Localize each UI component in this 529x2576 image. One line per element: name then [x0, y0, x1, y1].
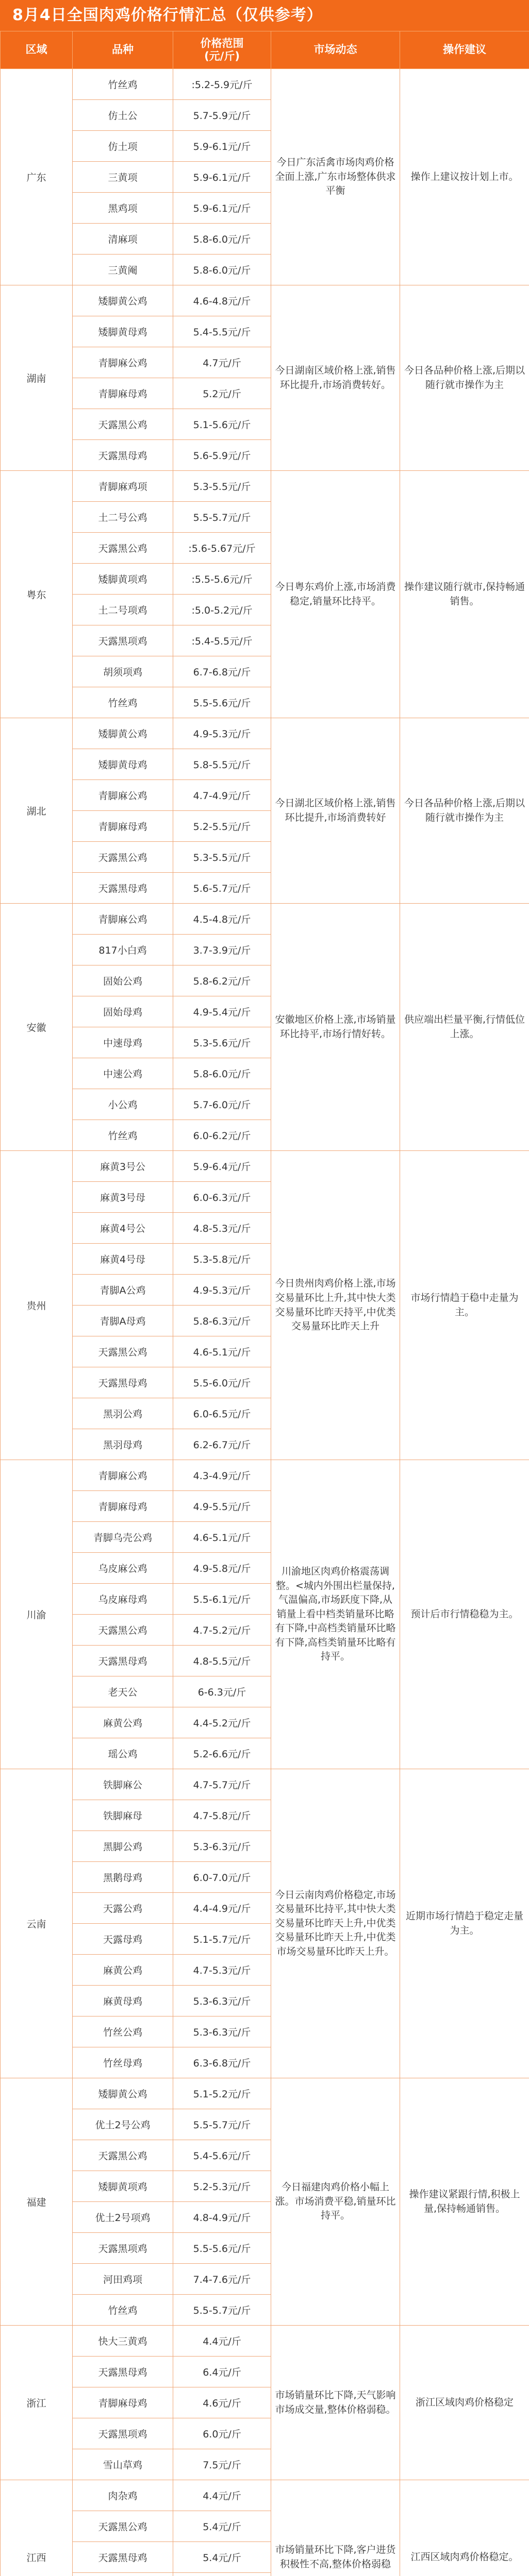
price-cell: 4.4元/斤 [173, 2480, 271, 2511]
breed-cell: 麻黄公鸡 [73, 1955, 173, 1986]
price-table [0, 31, 529, 2576]
price-cell: 4.3-4.9元/斤 [173, 1460, 271, 1491]
advice-cell: 今日各品种价格上涨,后期以随行就市操作为主 [400, 718, 529, 904]
price-cell: :5.0-5.2元/斤 [173, 595, 271, 625]
breed-cell: 天露黑项鸡 [73, 2418, 173, 2449]
breed-cell: 仿土项 [73, 131, 173, 162]
breed-cell: 仿土公 [73, 100, 173, 131]
breed-cell: 乌皮麻公鸡 [73, 1553, 173, 1584]
price-cell: 4.7-5.8元/斤 [173, 1800, 271, 1831]
price-cell: 5.5-5.7元/斤 [173, 2109, 271, 2140]
region-cell: 贵州 [1, 1151, 73, 1460]
breed-cell: 竹丝鸡 [73, 687, 173, 718]
price-cell: 4.7-4.9元/斤 [173, 780, 271, 811]
breed-cell: 黑鸡项 [73, 193, 173, 224]
price-cell: 7.4-7.6元/斤 [173, 2264, 271, 2295]
breed-cell: 黑羽公鸡 [73, 1398, 173, 1429]
advice-cell: 供应端出栏量平衡,行情低位上涨。 [400, 904, 529, 1151]
advice-cell: 预计后市行情稳稳为主。 [400, 1460, 529, 1769]
breed-cell: 瑶公鸡 [73, 1738, 173, 1769]
breed-cell: 天露黑公鸡 [73, 842, 173, 873]
breed-cell: 土二号项鸡 [73, 595, 173, 625]
market-dynamics-cell: 市场销量环比下降,客户进货积极性不高,整体价格弱稳 [271, 2480, 400, 2576]
table-row [1, 2078, 529, 2109]
price-cell: 6.0-6.2元/斤 [173, 1120, 271, 1151]
table-row [1, 285, 529, 316]
breed-cell: 天露黑项鸡 [73, 625, 173, 656]
breed-cell: 青脚麻母鸡 [73, 378, 173, 409]
table-row [1, 2480, 529, 2511]
advice-cell: 浙江区域肉鸡价格稳定 [400, 2326, 529, 2480]
breed-cell: 老天公 [73, 1676, 173, 1707]
price-cell: 4.7元/斤 [173, 347, 271, 378]
header-dynamics: 市场动态 [271, 31, 400, 69]
table-row [1, 69, 529, 100]
price-cell: 4.6元/斤 [173, 2387, 271, 2418]
price-cell: 5.5-5.6元/斤 [173, 687, 271, 718]
price-cell: :5.5-5.6元/斤 [173, 564, 271, 595]
price-cell: 5.5-5.6元/斤 [173, 2233, 271, 2264]
breed-cell: 矮脚黄公鸡 [73, 718, 173, 749]
header-price-label: 价格范围 (元/斤) [200, 37, 244, 62]
price-cell: 5.5-5.7元/斤 [173, 502, 271, 533]
breed-cell: 青脚麻母鸡 [73, 1491, 173, 1522]
price-cell: 4.6-5.1元/斤 [173, 1336, 271, 1367]
breed-cell: 固始母鸡 [73, 996, 173, 1027]
price-cell: 5.4-5.6元/斤 [173, 2140, 271, 2171]
breed-cell: 快大三黄鸡 [73, 2326, 173, 2357]
table-row [1, 718, 529, 749]
price-cell: 4.8-5.5元/斤 [173, 1646, 271, 1676]
market-dynamics-cell: 今日广东活禽市场肉鸡价格全面上涨,广东市场整体供求平衡 [271, 69, 400, 285]
region-cell: 粤东 [1, 471, 73, 718]
price-cell: 5.8-6.0元/斤 [173, 255, 271, 285]
header-region: 区域 [1, 31, 73, 69]
breed-cell: 天露黑项鸡 [73, 2233, 173, 2264]
price-cell: 6.0-6.5元/斤 [173, 1398, 271, 1429]
advice-cell: 操作建议紧跟行情,积极上量,保持畅通销售。 [400, 2078, 529, 2326]
breed-cell: 优土2号项鸡 [73, 2202, 173, 2233]
price-cell: 4.8-4.9元/斤 [173, 2202, 271, 2233]
price-cell: 5.2-6.6元/斤 [173, 1738, 271, 1769]
region-cell: 广东 [1, 69, 73, 285]
price-cell: 4.4-5.2元/斤 [173, 1707, 271, 1738]
price-cell: 4.4-4.9元/斤 [173, 1893, 271, 1924]
breed-cell: 天露黑公鸡 [73, 2140, 173, 2171]
price-cell: 5.4元/斤 [173, 2542, 271, 2573]
region-cell: 湖南 [1, 285, 73, 471]
price-cell: :5.6-5.67元/斤 [173, 533, 271, 564]
breed-cell: 矮脚黄母鸡 [73, 316, 173, 347]
breed-cell [73, 2573, 173, 2576]
table-row [1, 471, 529, 502]
price-cell: 5.3-5.8元/斤 [173, 1244, 271, 1275]
price-cell: 5.1-5.2元/斤 [173, 2078, 271, 2109]
breed-cell: 清麻项 [73, 224, 173, 255]
market-dynamics-cell: 今日云南肉鸡价格稳定,市场交易量环比持平,其中快大类交易量环比昨天上升,中优类交易量环比昨天上升,中优类市场交易量环比昨天上升。 [271, 1769, 400, 2078]
breed-cell: 黑羽母鸡 [73, 1429, 173, 1460]
region-cell: 安徽 [1, 904, 73, 1151]
advice-cell: 操作建议随行就市,保持畅通销售。 [400, 471, 529, 718]
price-cell: 5.3-6.3元/斤 [173, 1986, 271, 2016]
region-cell: 湖北 [1, 718, 73, 904]
price-cell: :5.2-5.9元/斤 [173, 69, 271, 100]
breed-cell: 胡须项鸡 [73, 656, 173, 687]
breed-cell: 铁脚麻母 [73, 1800, 173, 1831]
table-row [1, 1460, 529, 1491]
price-cell: 5.2-5.3元/斤 [173, 2171, 271, 2202]
price-cell: 4.8-5.3元/斤 [173, 1213, 271, 1244]
breed-cell: 中速公鸡 [73, 1058, 173, 1089]
breed-cell: 天露黑公鸡 [73, 1336, 173, 1367]
breed-cell: 天露黑公鸡 [73, 1615, 173, 1646]
breed-cell: 麻黄母鸡 [73, 1986, 173, 2016]
breed-cell: 矮脚黄项鸡 [73, 2171, 173, 2202]
price-cell: 4.9-5.8元/斤 [173, 1553, 271, 1584]
price-cell: 5.9-6.1元/斤 [173, 162, 271, 193]
price-cell: 6.4元/斤 [173, 2357, 271, 2387]
breed-cell: 麻黄3号母 [73, 1182, 173, 1213]
breed-cell: 青脚麻母鸡 [73, 2387, 173, 2418]
breed-cell: 竹丝鸡 [73, 69, 173, 100]
breed-cell: 青脚A公鸡 [73, 1275, 173, 1306]
breed-cell: 河田鸡项 [73, 2264, 173, 2295]
advice-cell: 江西区域肉鸡价格稳定。 [400, 2480, 529, 2576]
header-price [173, 31, 271, 69]
price-cell: 6.0元/斤 [173, 2418, 271, 2449]
table-row [1, 904, 529, 935]
price-cell: 4.7-5.2元/斤 [173, 1615, 271, 1646]
page-title: 8月4日全国肉鸡价格行情汇总（仅供参考） [0, 0, 529, 31]
breed-cell: 青脚麻公鸡 [73, 1460, 173, 1491]
price-cell: 4.9-5.3元/斤 [173, 1275, 271, 1306]
price-cell: 3.7-3.9元/斤 [173, 935, 271, 965]
price-cell: 5.9-6.1元/斤 [173, 193, 271, 224]
price-cell: 4.7-5.3元/斤 [173, 1955, 271, 1986]
price-cell: 5.5-6.0元/斤 [173, 1367, 271, 1398]
breed-cell: 雪山草鸡 [73, 2449, 173, 2480]
price-cell: 4.6-4.8元/斤 [173, 285, 271, 316]
breed-cell: 固始公鸡 [73, 965, 173, 996]
breed-cell: 青脚麻鸡项 [73, 471, 173, 502]
advice-cell: 操作上建议按计划上市。 [400, 69, 529, 285]
breed-cell: 竹丝母鸡 [73, 2047, 173, 2078]
price-cell: 5.3-6.3元/斤 [173, 1831, 271, 1862]
breed-cell: 天露黑母鸡 [73, 2542, 173, 2573]
breed-cell: 竹丝公鸡 [73, 2016, 173, 2047]
price-cell: 5.8-6.0元/斤 [173, 1058, 271, 1089]
region-cell: 福建 [1, 2078, 73, 2326]
region-cell: 云南 [1, 1769, 73, 2078]
breed-cell: 青脚乌壳公鸡 [73, 1522, 173, 1553]
price-cell: 4.6-5.1元/斤 [173, 1522, 271, 1553]
table-body [1, 69, 529, 2576]
breed-cell: 天露公鸡 [73, 1893, 173, 1924]
advice-cell: 今日各品种价格上涨,后期以随行就市操作为主 [400, 285, 529, 471]
advice-cell: 市场行情趋于稳中走量为主。 [400, 1151, 529, 1460]
breed-cell: 麻黄3号公 [73, 1151, 173, 1182]
breed-cell: 麻黄公鸡 [73, 1707, 173, 1738]
breed-cell: 天露黑母鸡 [73, 873, 173, 904]
breed-cell: 土二号公鸡 [73, 502, 173, 533]
region-cell: 浙江 [1, 2326, 73, 2480]
breed-cell: 麻黄4号公 [73, 1213, 173, 1244]
breed-cell: 天露母鸡 [73, 1924, 173, 1955]
table-row [1, 1769, 529, 1800]
price-cell: :5.4-5.5元/斤 [173, 625, 271, 656]
breed-cell: 天露黑母鸡 [73, 1646, 173, 1676]
price-cell: 5.7-6.0元/斤 [173, 1089, 271, 1120]
breed-cell: 黑脚公鸡 [73, 1831, 173, 1862]
price-cell: 4.5-4.8元/斤 [173, 904, 271, 935]
market-dynamics-cell: 市场销量环比下降,天气影响市场成交量,整体价格弱稳。 [271, 2326, 400, 2480]
price-cell: 5.6-5.7元/斤 [173, 873, 271, 904]
market-dynamics-cell: 今日贵州肉鸡价格上涨,市场交易量环比上升,其中快大类交易量环比昨天持平,中优类交易量环比昨天上升 [271, 1151, 400, 1460]
market-dynamics-cell: 今日福建肉鸡价格小幅上涨。市场消费平稳,销量环比持平。 [271, 2078, 400, 2326]
table-header-row [1, 31, 529, 69]
price-cell: 5.3-5.5元/斤 [173, 842, 271, 873]
price-cell: 6.0-7.0元/斤 [173, 1862, 271, 1893]
breed-cell: 青脚麻公鸡 [73, 347, 173, 378]
price-cell: 5.5-6.1元/斤 [173, 1584, 271, 1615]
breed-cell: 青脚麻母鸡 [73, 811, 173, 842]
price-cell: 5.8-6.2元/斤 [173, 965, 271, 996]
market-dynamics-cell: 今日湖北区域价格上涨,销售环比提升,市场消费转好 [271, 718, 400, 904]
market-dynamics-cell: 安徽地区价格上涨,市场销量环比持平,市场行情好转。 [271, 904, 400, 1151]
breed-cell: 麻黄4号母 [73, 1244, 173, 1275]
breed-cell: 天露黑母鸡 [73, 1367, 173, 1398]
breed-cell: 天露黑母鸡 [73, 2357, 173, 2387]
price-cell: 5.8-6.3元/斤 [173, 1306, 271, 1336]
price-cell: 6.3-6.8元/斤 [173, 2047, 271, 2078]
price-cell: 5.8-5.5元/斤 [173, 749, 271, 780]
price-cell: 5.3-5.5元/斤 [173, 471, 271, 502]
breed-cell: 铁脚麻公 [73, 1769, 173, 1800]
breed-cell: 矮脚黄公鸡 [73, 285, 173, 316]
breed-cell: 乌皮麻母鸡 [73, 1584, 173, 1615]
price-cell: 4.9-5.5元/斤 [173, 1491, 271, 1522]
advice-cell: 近期市场行情趋于稳定走量为主。 [400, 1769, 529, 2078]
price-cell: 7.5元/斤 [173, 2449, 271, 2480]
header-advice: 操作建议 [400, 31, 529, 69]
region-cell: 江西 [1, 2480, 73, 2576]
price-cell: 4.9-5.3元/斤 [173, 718, 271, 749]
table-row [1, 1151, 529, 1182]
price-cell: 4.4元/斤 [173, 2326, 271, 2357]
price-cell: 5.8-6.0元/斤 [173, 224, 271, 255]
breed-cell: 天露黑公鸡 [73, 533, 173, 564]
breed-cell: 矮脚黄项鸡 [73, 564, 173, 595]
breed-cell: 天露黑公鸡 [73, 409, 173, 440]
breed-cell: 青脚麻公鸡 [73, 780, 173, 811]
price-cell: 6.2-6.7元/斤 [173, 1429, 271, 1460]
breed-cell: 中速母鸡 [73, 1027, 173, 1058]
price-cell: 5.9-6.1元/斤 [173, 131, 271, 162]
table-row [1, 2326, 529, 2357]
price-cell: 5.6-5.9元/斤 [173, 440, 271, 471]
price-cell: 5.1-5.7元/斤 [173, 1924, 271, 1955]
breed-cell: 小公鸡 [73, 1089, 173, 1120]
breed-cell: 青脚A母鸡 [73, 1306, 173, 1336]
price-cell: 5.3-6.3元/斤 [173, 2016, 271, 2047]
price-cell: 5.4-5.5元/斤 [173, 316, 271, 347]
breed-cell: 优土2号公鸡 [73, 2109, 173, 2140]
market-dynamics-cell: 今日粤东鸡价上涨,市场消费稳定,销量环比持平。 [271, 471, 400, 718]
price-cell: 6-6.3元/斤 [173, 1676, 271, 1707]
price-cell: 5.1-5.6元/斤 [173, 409, 271, 440]
breed-cell: 天露黑母鸡 [73, 440, 173, 471]
breed-cell: 天露黑公鸡 [73, 2511, 173, 2542]
price-cell [173, 2573, 271, 2576]
market-dynamics-cell: 今日湖南区域价格上涨,销售环比提升,市场消费转好。 [271, 285, 400, 471]
breed-cell: 竹丝鸡 [73, 1120, 173, 1151]
breed-cell: 817小白鸡 [73, 935, 173, 965]
breed-cell: 三黄阉 [73, 255, 173, 285]
breed-cell: 矮脚黄公鸡 [73, 2078, 173, 2109]
breed-cell: 肉杂鸡 [73, 2480, 173, 2511]
breed-cell: 竹丝鸡 [73, 2295, 173, 2326]
breed-cell: 黑鹅母鸡 [73, 1862, 173, 1893]
breed-cell: 青脚麻公鸡 [73, 904, 173, 935]
price-cell: 5.2元/斤 [173, 378, 271, 409]
price-cell: 5.5-5.7元/斤 [173, 2295, 271, 2326]
market-dynamics-cell: 川渝地区肉鸡价格震荡调整。<城内外围出栏量保持,气温偏高,市场跃度下降,从销量上看中档类销量环比略有下降,中高档类销量环比略有下降,高档类销量环比略有持平。 [271, 1460, 400, 1769]
price-cell: 6.7-6.8元/斤 [173, 656, 271, 687]
price-cell: 5.3-5.6元/斤 [173, 1027, 271, 1058]
price-cell: 5.2-5.5元/斤 [173, 811, 271, 842]
price-cell: 4.9-5.4元/斤 [173, 996, 271, 1027]
breed-cell: 三黄项 [73, 162, 173, 193]
header-breed: 品种 [73, 31, 173, 69]
price-cell: 5.9-6.4元/斤 [173, 1151, 271, 1182]
price-cell: 5.7-5.9元/斤 [173, 100, 271, 131]
price-cell: 4.7-5.7元/斤 [173, 1769, 271, 1800]
breed-cell: 矮脚黄母鸡 [73, 749, 173, 780]
region-cell: 川渝 [1, 1460, 73, 1769]
price-cell: 5.4元/斤 [173, 2511, 271, 2542]
price-cell: 6.0-6.3元/斤 [173, 1182, 271, 1213]
